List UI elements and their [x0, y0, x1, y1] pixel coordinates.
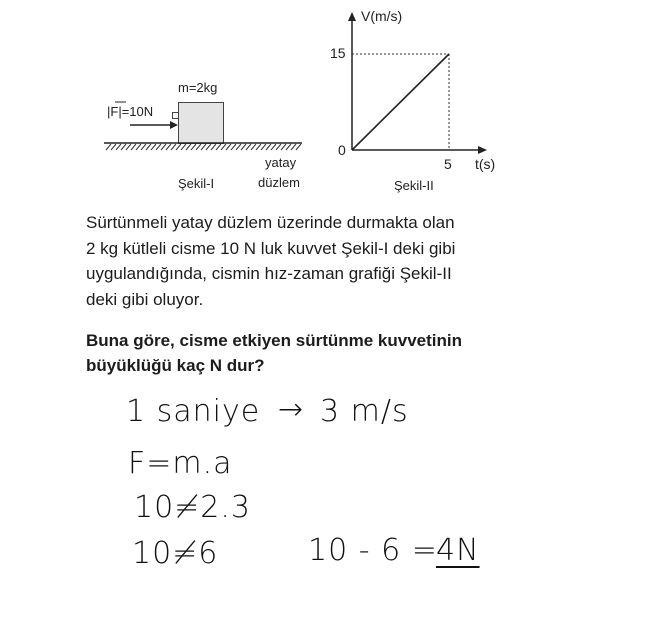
hand-line2: F=m.a: [128, 446, 233, 481]
x-axis-label: t(s): [475, 156, 496, 172]
series-line: [352, 54, 449, 150]
x-axis-arrowhead: [478, 146, 487, 154]
hand-line1-left: 1 saniye: [126, 394, 261, 429]
hand-line1-right: 3 m/s: [320, 394, 409, 429]
surface-label-line1: yatay: [265, 155, 297, 170]
problem-line: Sürtünmeli yatay düzlem üzerinde durmakta olan: [86, 213, 455, 232]
problem-line: uygulandığında, cismin hız-zaman grafiği Şekil-II: [86, 264, 452, 283]
force-label: |F|=10N: [107, 104, 154, 119]
y-axis-label: V(m/s): [361, 8, 403, 24]
hand-arrow: →: [278, 392, 305, 427]
hand-answer: 4N: [436, 533, 480, 568]
problem-text: [86, 210, 526, 312]
hand-line3: 10≠2.3: [134, 490, 252, 525]
hand-line4-expr: 10 - 6 =: [308, 533, 438, 568]
question-line: büyüklüğü kaç N dur?: [86, 356, 265, 375]
question-text: [86, 328, 526, 378]
figure-1-caption: Şekil-I: [178, 176, 215, 191]
surface-label-line2: düzlem: [258, 175, 300, 190]
y-axis-arrowhead: [348, 12, 356, 21]
origin-label: 0: [338, 142, 346, 158]
figure-2-caption: Şekil-II: [394, 178, 434, 193]
hand-line4-left: 10≠6: [132, 536, 219, 571]
y-tick-15: 15: [330, 45, 346, 61]
problem-line: 2 kg kütleli cisme 10 N luk kuvvet Şekil-I deki gibi: [86, 238, 456, 258]
question-line: Buna göre, cisme etkiyen sürtünme kuvvetinin: [86, 331, 463, 350]
problem-line: deki gibi oluyor.: [86, 289, 204, 309]
mass-label: m=2kg: [178, 80, 218, 95]
x-tick-5: 5: [444, 156, 452, 172]
